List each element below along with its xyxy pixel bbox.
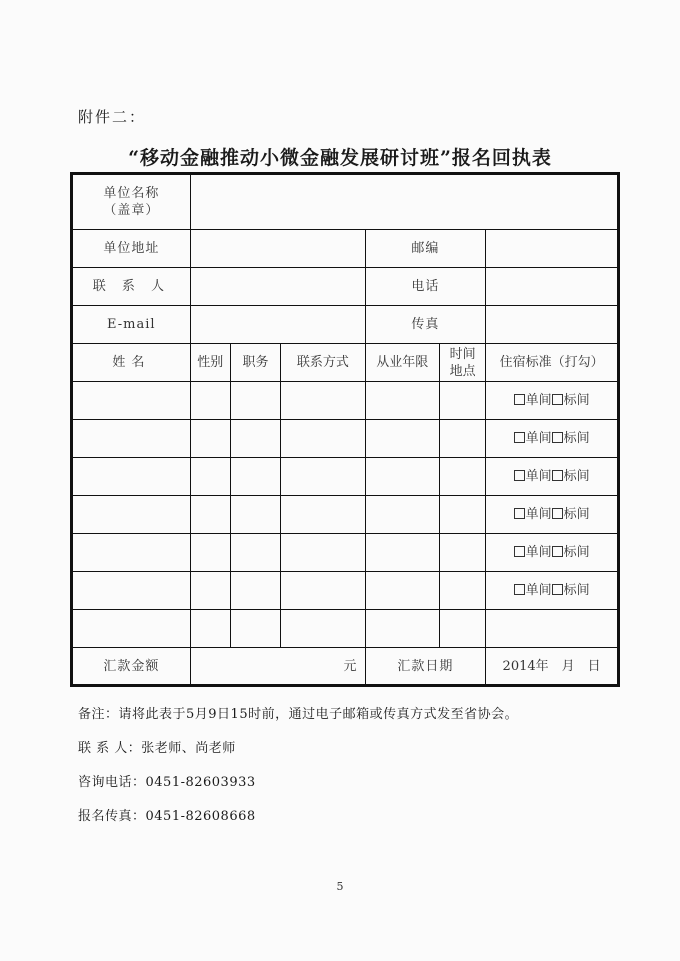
page-number: 5: [336, 880, 344, 893]
standard-room-checkbox[interactable]: [552, 470, 563, 481]
contact-field[interactable]: [190, 268, 365, 306]
standard-room-checkbox[interactable]: [552, 584, 563, 595]
attendee-row: [72, 496, 619, 534]
phone-field[interactable]: [486, 268, 619, 306]
postcode-label: 邮编: [365, 230, 486, 268]
attendee-contact-cell[interactable]: [281, 458, 365, 496]
standard-room-checkbox[interactable]: [552, 432, 563, 443]
attendee-row: [72, 534, 619, 572]
attendee-contact-cell[interactable]: [281, 534, 365, 572]
attendee-position-cell[interactable]: [230, 534, 280, 572]
attendee-row: [72, 420, 619, 458]
single-room-checkbox[interactable]: [514, 508, 525, 519]
attendee-position-cell[interactable]: [230, 458, 280, 496]
remit-amount-label: 汇款金额: [72, 648, 191, 686]
fax-label: 传真: [365, 306, 486, 344]
attendee-time-place-cell[interactable]: [439, 534, 485, 572]
attendee-name-cell[interactable]: [72, 572, 191, 610]
lodging-choice: 单间 标间: [486, 572, 619, 610]
attendee-contact-cell[interactable]: [281, 572, 365, 610]
attendee-years-cell[interactable]: [365, 458, 439, 496]
attendee-gender-cell[interactable]: [190, 572, 230, 610]
row-unit-name: [72, 174, 619, 230]
unit-address-field[interactable]: [190, 230, 365, 268]
attendee-position-cell[interactable]: [230, 382, 280, 420]
unit-address-label: 单位地址: [72, 230, 191, 268]
attendee-name-cell[interactable]: [72, 420, 191, 458]
remit-date-label: 汇款日期: [365, 648, 486, 686]
row-remittance: [72, 648, 619, 686]
attendee-gender-cell[interactable]: [190, 610, 230, 648]
header-name: 姓名: [72, 344, 191, 382]
attendee-years-cell[interactable]: [365, 534, 439, 572]
register-fax-note: 报名传真：0451-82608668: [78, 809, 256, 824]
attendee-position-cell[interactable]: [230, 420, 280, 458]
email-label: E-mail: [72, 306, 191, 344]
attendee-years-cell[interactable]: [365, 572, 439, 610]
unit-name-field[interactable]: [190, 174, 618, 230]
attendee-contact-cell[interactable]: [281, 496, 365, 534]
standard-room-checkbox[interactable]: [552, 394, 563, 405]
unit-name-label: 单位名称 （盖章）: [72, 174, 191, 230]
header-years: 从业年限: [365, 344, 439, 382]
attendee-gender-cell[interactable]: [190, 420, 230, 458]
header-time-place: 时间 地点: [439, 344, 485, 382]
attendee-time-place-cell[interactable]: [439, 610, 485, 648]
attendee-row: [72, 572, 619, 610]
header-contact-method: 联系方式: [281, 344, 365, 382]
attendee-row: [72, 458, 619, 496]
attendee-contact-cell[interactable]: [281, 420, 365, 458]
attendee-gender-cell[interactable]: [190, 496, 230, 534]
lodging-choice: 单间 标间: [486, 496, 619, 534]
standard-room-checkbox[interactable]: [552, 546, 563, 557]
header-position: 职务: [230, 344, 280, 382]
lodging-choice: 单间 标间: [486, 382, 619, 420]
attendee-name-cell[interactable]: [72, 382, 191, 420]
attendee-time-place-cell[interactable]: [439, 496, 485, 534]
attendee-years-cell[interactable]: [365, 420, 439, 458]
form-title: “移动金融推动小微金融发展研讨班”报名回执表: [128, 147, 552, 169]
lodging-empty-cell[interactable]: [486, 610, 619, 648]
attendee-time-place-cell[interactable]: [439, 420, 485, 458]
row-contact: [72, 268, 619, 306]
attendee-contact-cell[interactable]: [281, 610, 365, 648]
registration-form-table: [70, 172, 620, 687]
contact-label: 联 系 人: [72, 268, 191, 306]
attendee-name-cell[interactable]: [72, 534, 191, 572]
yuan-unit: 元: [343, 658, 357, 674]
attendee-years-cell[interactable]: [365, 610, 439, 648]
remark-note: 备注：请将此表于5月9日15时前，通过电子邮箱或传真方式发至省协会。: [78, 707, 519, 722]
standard-room-checkbox[interactable]: [552, 508, 563, 519]
header-gender: 性别: [190, 344, 230, 382]
consult-phone-note: 咨询电话：0451-82603933: [78, 775, 256, 790]
lodging-choice: 单间 标间: [486, 420, 619, 458]
header-lodging: 住宿标准（打勾）: [486, 344, 619, 382]
lodging-choice: 单间 标间: [486, 534, 619, 572]
attendee-name-cell[interactable]: [72, 496, 191, 534]
attendee-gender-cell[interactable]: [190, 382, 230, 420]
attendee-position-cell[interactable]: [230, 610, 280, 648]
attendee-gender-cell[interactable]: [190, 534, 230, 572]
remit-date-field[interactable]: 2014年 月 日: [486, 648, 619, 686]
postcode-field[interactable]: [486, 230, 619, 268]
attendee-name-cell[interactable]: [72, 610, 191, 648]
attendee-row: [72, 382, 619, 420]
attendee-row: [72, 610, 619, 648]
lodging-choice: 单间 标间: [486, 458, 619, 496]
row-unit-address: [72, 230, 619, 268]
attachment-label: 附件二：: [78, 108, 147, 126]
single-room-checkbox[interactable]: [514, 432, 525, 443]
attendee-years-cell[interactable]: [365, 496, 439, 534]
attendee-name-cell[interactable]: [72, 458, 191, 496]
attendee-position-cell[interactable]: [230, 572, 280, 610]
single-room-checkbox[interactable]: [514, 470, 525, 481]
attendee-gender-cell[interactable]: [190, 458, 230, 496]
row-email: [72, 306, 619, 344]
attendee-years-cell[interactable]: [365, 382, 439, 420]
phone-label: 电话: [365, 268, 486, 306]
email-field[interactable]: [190, 306, 365, 344]
attendee-time-place-cell[interactable]: [439, 572, 485, 610]
row-headers: [72, 344, 619, 382]
remit-amount-field[interactable]: [190, 648, 365, 686]
fax-field[interactable]: [486, 306, 619, 344]
attendee-time-place-cell[interactable]: [439, 382, 485, 420]
single-room-checkbox[interactable]: [514, 584, 525, 595]
attendee-contact-cell[interactable]: [281, 382, 365, 420]
attendee-time-place-cell[interactable]: [439, 458, 485, 496]
single-room-checkbox[interactable]: [514, 546, 525, 557]
contact-people-note: 联 系 人：张老师、尚老师: [78, 741, 236, 756]
attendee-position-cell[interactable]: [230, 496, 280, 534]
single-room-checkbox[interactable]: [514, 394, 525, 405]
